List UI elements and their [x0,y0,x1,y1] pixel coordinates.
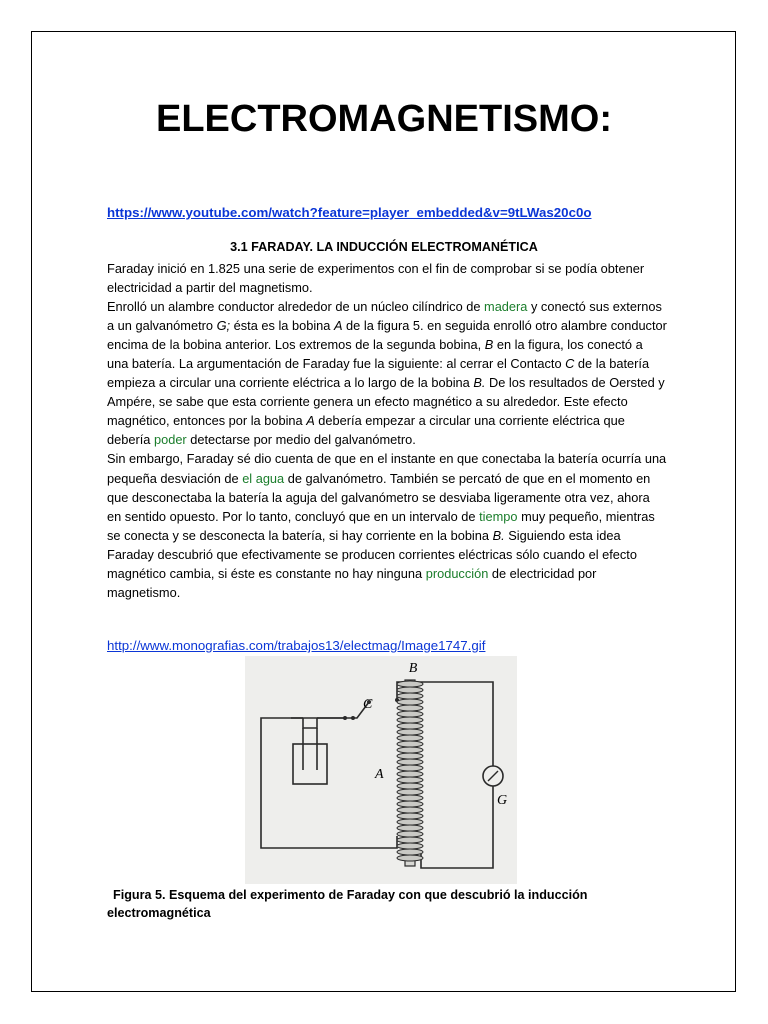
highlighted-word: el agua [242,470,285,486]
coil-turn [397,825,423,831]
coil-turn [397,771,423,777]
coil-turn [397,747,423,753]
coil-turn [397,753,423,759]
highlighted-word: madera [484,299,528,315]
coil-turn [397,807,423,813]
text-run: detectarse por medio del galvanómetro. [186,432,416,448]
coil-turn [397,759,423,765]
coil-turn [397,681,423,687]
highlighted-word: tiempo [479,508,518,524]
italic-run: B [484,337,494,353]
label-c: C [363,697,373,712]
italic-run: G; [216,318,231,334]
italic-run: C [565,356,575,372]
coil-turn [397,765,423,771]
coil-turn [397,735,423,741]
document-title: ELECTROMAGNETISMO: [156,98,612,140]
paragraph-2 [107,297,667,449]
youtube-link[interactable]: https://www.youtube.com/watch?feature=player_embedded&v=9tLWas20c0o [107,205,592,220]
coil-turn [397,777,423,783]
coil-turn [397,855,423,861]
text-run: De los resultados de Oersted y Ampére, se sabe que esta corriente genera un efecto magnético a su alrededor. Este efecto magnético, entonces por la bobina [107,375,665,429]
coil-turn [397,687,423,693]
coil-turn [397,831,423,837]
italic-run: B. [492,527,505,543]
coil-turn [397,801,423,807]
coil-turn [397,693,423,699]
text-run: de la figura 5. en seguida enrolló otro alambre conductor encima de la bobina anterior. Los extremos de la segunda bobina, [107,318,667,353]
highlighted-word: poder [153,432,187,448]
switch-contact [351,716,355,720]
faraday-circuit-diagram [245,656,517,884]
italic-run: A [333,318,343,334]
text-run: de electricidad por magnetismo. [107,565,597,600]
coil-turn [397,729,423,735]
coil-turn [397,795,423,801]
label-b: B [408,661,418,676]
coil-turn [397,813,423,819]
text-run: debería empezar a circular una corriente eléctrica que debería [107,413,625,448]
coil-turn [397,849,423,855]
label-a: A [375,767,384,782]
coil-turn [397,711,423,717]
text-run: en la figura, los conectó a una batería. La argumentación de Faraday fue la siguiente: al cerrar el Contacto [107,337,643,372]
italic-run: A [306,413,315,429]
italic-run: B. [473,375,486,391]
coil-turn [397,699,423,705]
section-heading: 3.1 FARADAY. LA INDUCCIÓN ELECTROMANÉTICA [230,240,538,254]
faraday-figure [245,656,517,884]
coil-turn [397,843,423,849]
caption-text: Figura 5. Esquema del experimento de Faraday con que descubrió la inducción electromagnética [107,888,588,920]
paragraph-3 [107,449,667,601]
switch-contact [343,716,347,720]
coil-turn [397,741,423,747]
text-run: de la batería empieza a circular una corriente eléctrica a lo largo de la bobina [107,356,650,391]
body-text [107,259,667,602]
image-source-link[interactable]: http://www.monografias.com/trabajos13/electmag/Image1747.gif [107,638,486,653]
coil-turn [397,723,423,729]
coil-turn [397,783,423,789]
coil-turn [397,819,423,825]
figure-caption [107,886,627,922]
coil-turn [397,705,423,711]
coil-turn [397,717,423,723]
text-run: Enrolló un alambre conductor alrededor de un núcleo cilíndrico de [107,299,485,315]
text-run: y conectó sus externos a un galvanómetro [107,299,662,334]
text-run: ésta es la bobina [230,318,334,334]
text-run: muy pequeño, mientras se conecta y se desconecta la batería, si hay corriente en la bobina [107,508,655,543]
coil-windings [397,681,423,861]
coil-turn [397,837,423,843]
label-g: G [497,793,508,808]
text-run: Sin embargo, Faraday sé dio cuenta de que en el instante en que conectaba la batería ocurría una pequeña desviación de [107,451,667,486]
highlighted-word: producción [425,565,489,581]
text-run: Siguiendo esta idea Faraday descubrió que efectivamente se producen corrientes eléctricas sólo cuando el efecto magnético cambia, si éste es constante no hay ninguna [107,527,637,581]
coil-turn [397,789,423,795]
text-run: de galvanómetro. También se percató de que en el momento en que desconectaba la batería la aguja del galvanómetro se desviaba ligeramente otra vez, ahora en sentido opuesto. Por lo tanto, concluyó que en un intervalo de [107,470,651,524]
paragraph-1: Faraday inició en 1.825 una serie de experimentos con el fin de comprobar si se podía obtener electricidad a partir del magnetismo. [107,261,645,296]
